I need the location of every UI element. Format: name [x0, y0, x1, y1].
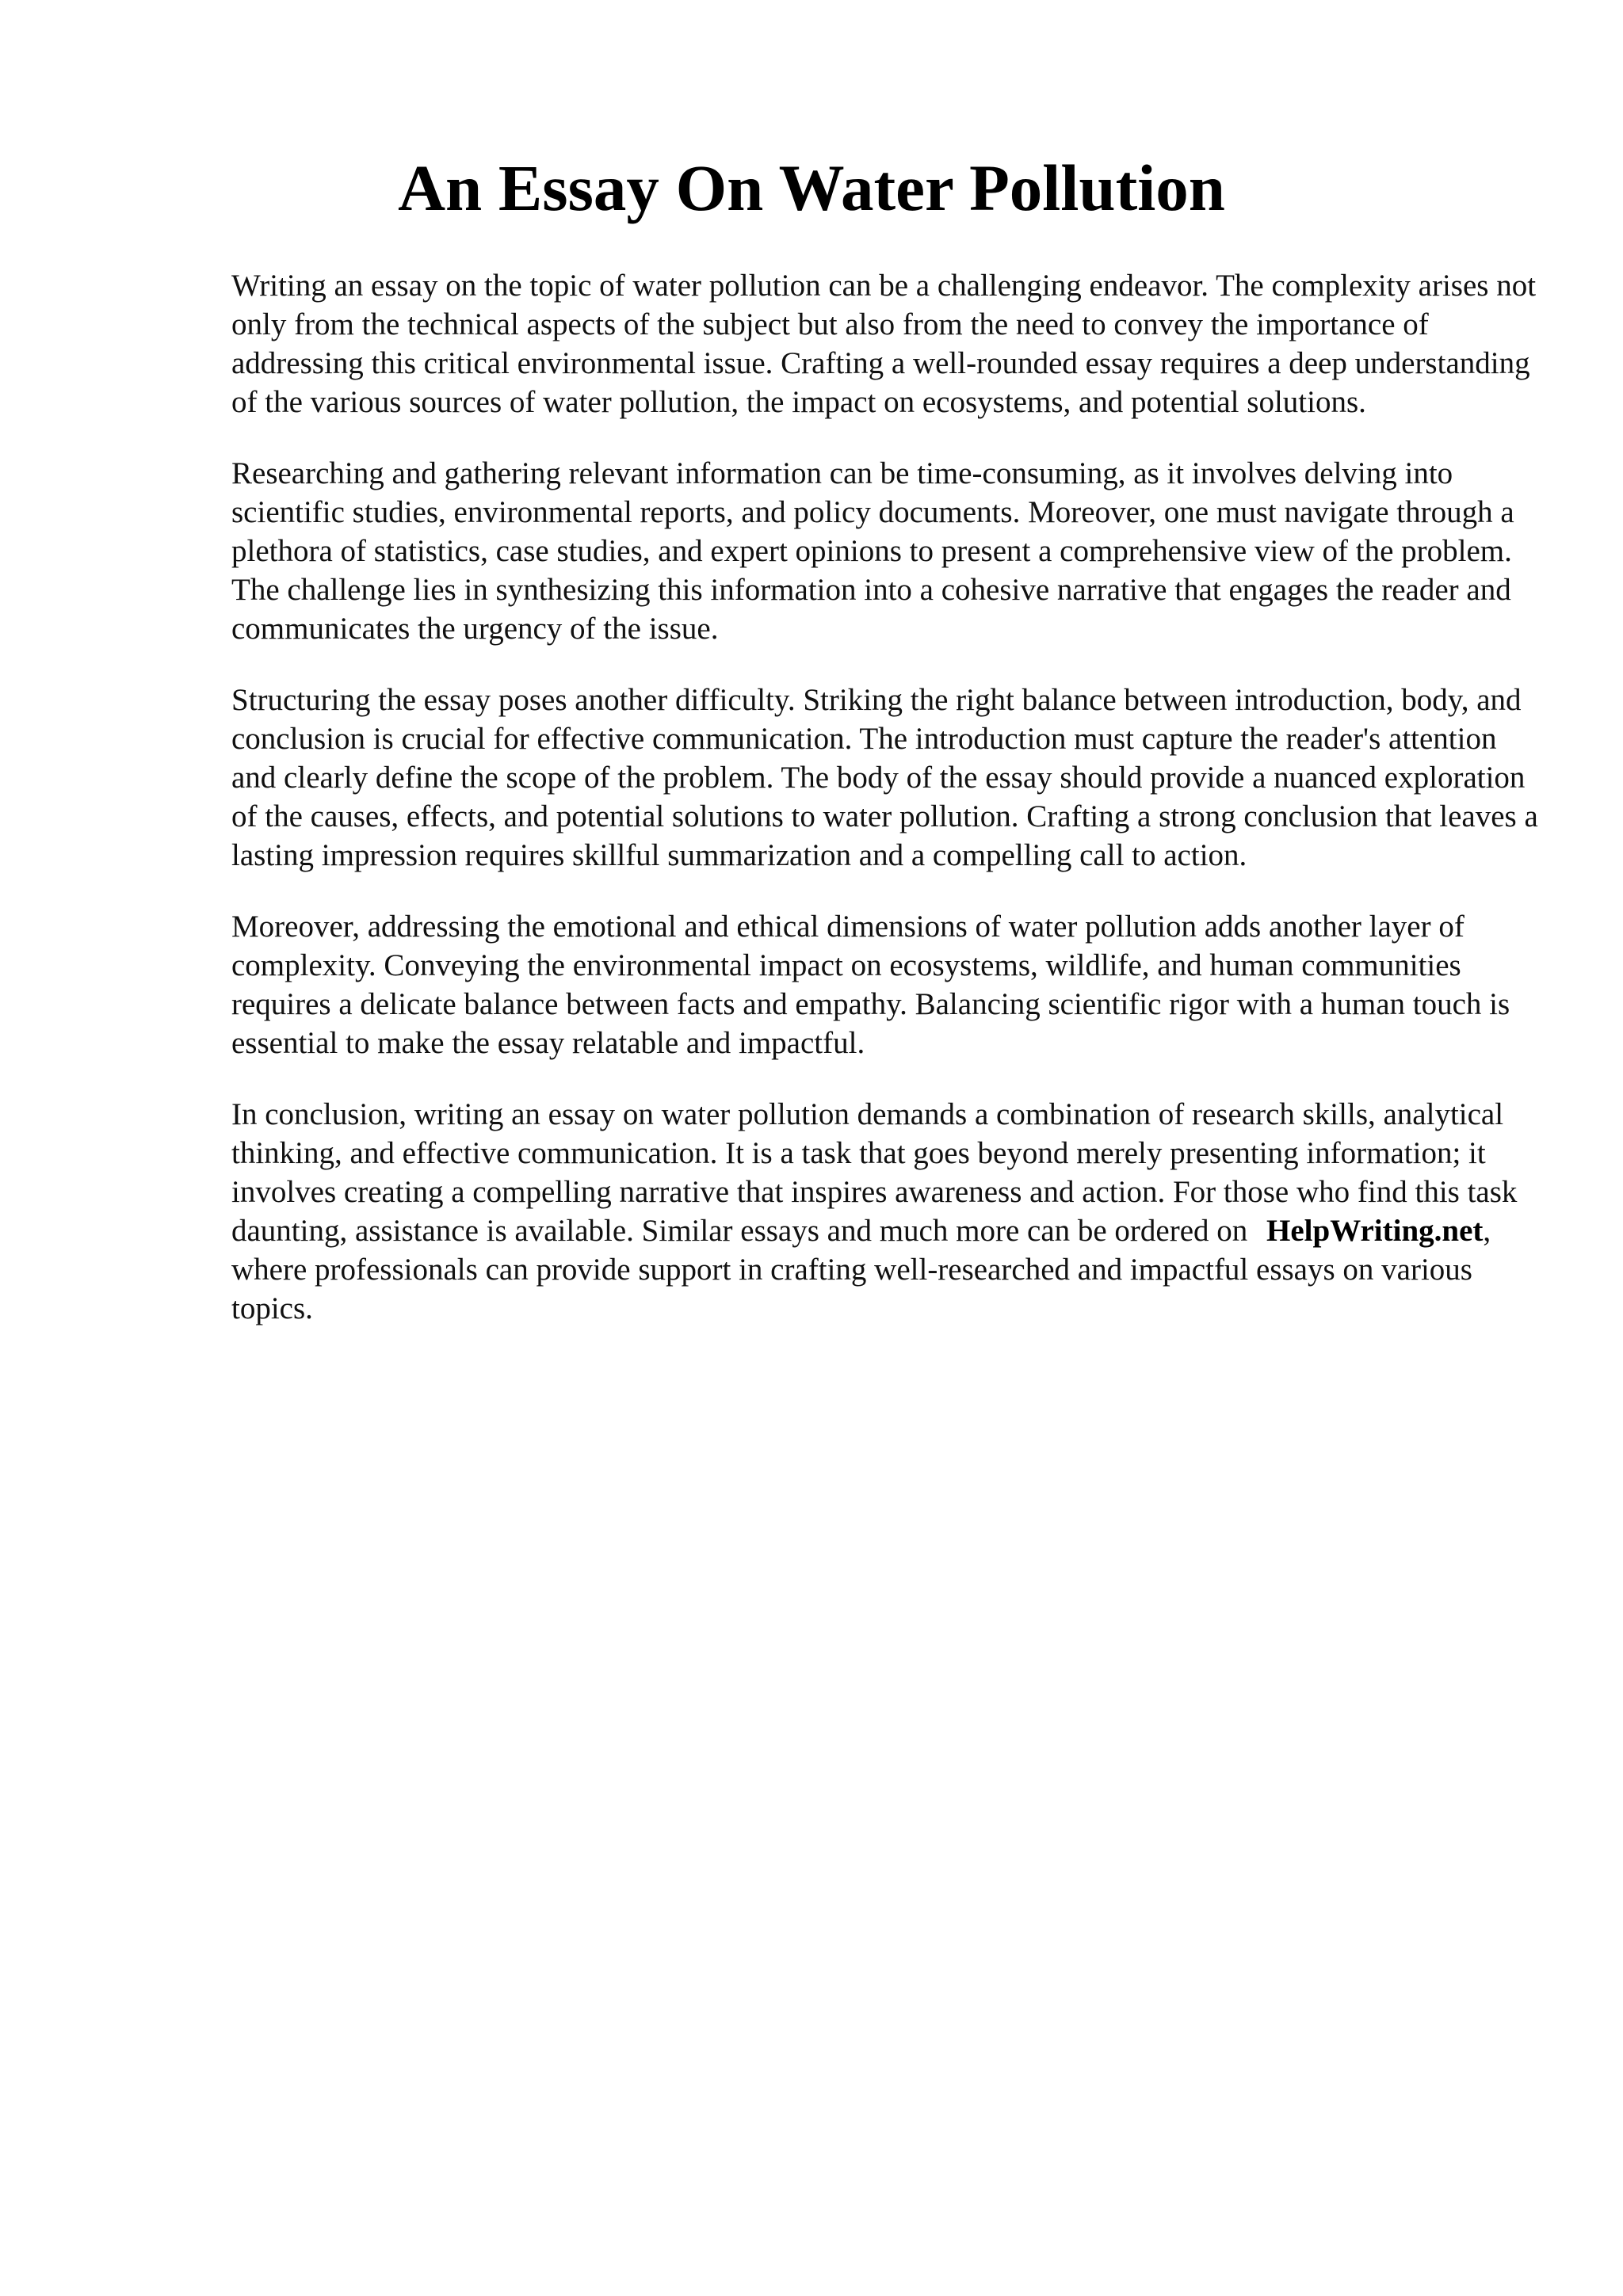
- document-title: An Essay On Water Pollution: [398, 151, 1225, 224]
- paragraph-1: Writing an essay on the topic of water pollution can be a challenging endeavor. The complexity arises not only from the technical aspects of the subject but also from the need to convey the importance of addressing this critical environmental issue. Crafting a well-rounded essay requires a deep understanding of the various sources of water pollution, the impact on ecosystems, and potential solutions.: [231, 269, 1537, 419]
- paragraph-2: Researching and gathering relevant information can be time-consuming, as it involves delving into scientific studies, environmental reports, and policy documents. Moreover, one must navigate through a plethora of statistics, case studies, and expert opinions to present a comprehensive view of the problem. The challenge lies in synthesizing this information into a cohesive narrative that engages the reader and communicates the urgency of the issue.: [231, 456, 1514, 646]
- helpwriting-link[interactable]: HelpWriting.net: [1266, 1214, 1484, 1248]
- document-body: [231, 266, 1539, 1360]
- paragraph-5-text-before-link: In conclusion, writing an essay on water pollution demands a combination of research skills, analytical thinking, and effective communication. It is a task that goes beyond merely presenting information; it involves creating a compelling narrative that inspires awareness and action. For those who find this task daunting, assistance is available. Similar essays and much more can be ordered on: [231, 1097, 1518, 1248]
- paragraph-5-text-after-link: , where professionals can provide support in crafting well-researched and impactful essays on various topics.: [231, 1214, 1491, 1325]
- paragraph-4: Moreover, addressing the emotional and ethical dimensions of water pollution adds another layer of complexity. Conveying the environmental impact on ecosystems, wildlife, and human communities requires a delicate balance between facts and empathy. Balancing scientific rigor with a human touch is essential to make the essay relatable and impactful.: [231, 910, 1510, 1060]
- paragraph-3: Structuring the essay poses another difficulty. Striking the right balance between introduction, body, and conclusion is crucial for effective communication. The introduction must capture the reader's attention and clearly define the scope of the problem. The body of the essay should provide a nuanced exploration of the causes, effects, and potential solutions to water pollution. Crafting a strong conclusion that leaves a lasting impression requires skillful summarization and a compelling call to action.: [231, 683, 1538, 872]
- paragraph-5: [231, 1095, 1539, 1328]
